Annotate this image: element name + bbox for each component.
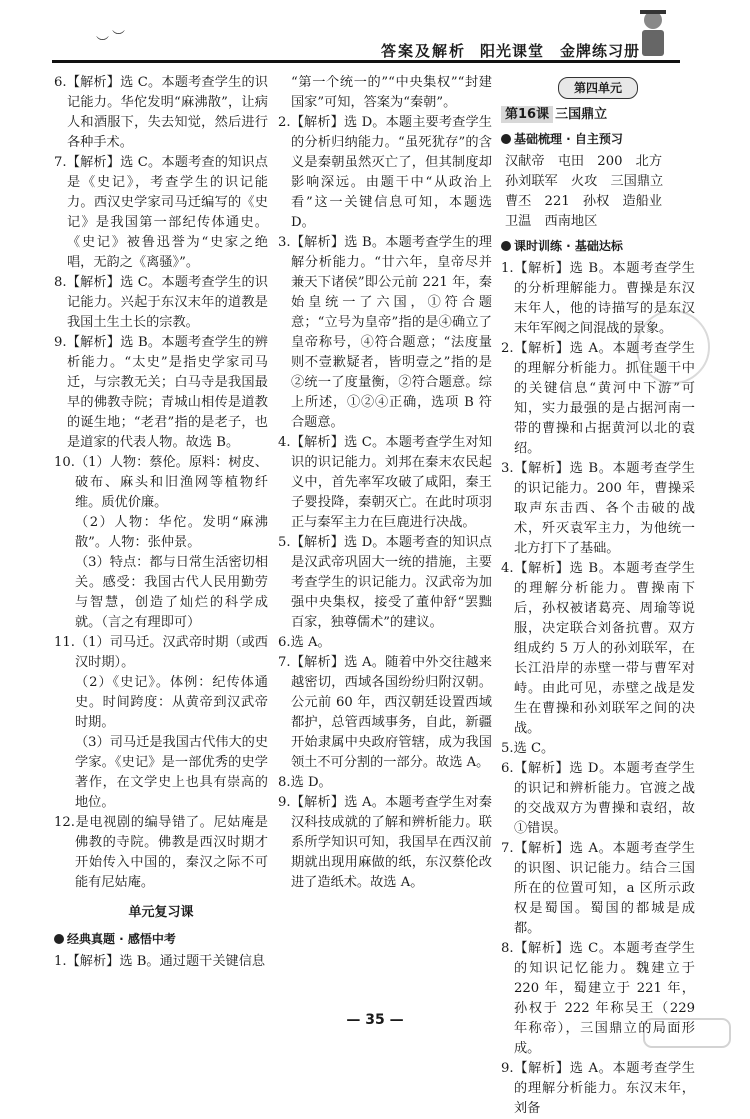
answer-item: 7.【解析】选 C。本题考查的知识点是《史记》，考查学生的识记能力。西汉史学家司马迁编写的《史记》是我国第一部纪传体通史。《史记》被鲁迅誉为“史家之绝唱，无韵之《离骚》”。	[54, 155, 268, 270]
bird-icon: ︶	[112, 30, 126, 45]
answer-item: 2.【解析】选 A。本题考查学生的理解分析能力。抓住题干中的关键信息“黄河中下游”可知，实力最强的是占据河南一带的曹操和占据黄河以北的袁绍。	[501, 341, 695, 456]
answer-item: 12.是电视剧的编导错了。尼姑庵是佛教的寺院。佛教是西汉时期才开始传入中国的，秦汉之际不可能有尼姑庵。	[54, 815, 268, 890]
fill-in-answers	[501, 152, 695, 232]
lesson-title: 三国鼎立	[555, 107, 608, 122]
column-2	[278, 73, 492, 893]
answer-continuation: “第一个统一的”“中央集权”“封建国家”可知，答案为“秦朝”。	[291, 75, 492, 110]
answer-item: 8.【解析】选 C。本题考查学生的知识记忆能力。魏建立于 220 年，蜀建立于 221 年，孙权于 222 年称吴王（229 年称帝），三国鼎立的局面形成。	[501, 941, 695, 1056]
bullet-icon	[54, 934, 64, 944]
answer-subitem: （3）司马迁是我国古代伟大的史学家。《史记》是一部优秀的史学著作，在文学史上也具有崇高的地位。	[75, 735, 269, 810]
lesson-heading	[501, 105, 695, 125]
answer-line: 曹丕 221 孙权 造船业	[505, 194, 663, 209]
page-number: — 35 —	[346, 1012, 404, 1028]
answer-item: 1.【解析】选 B。本题考查学生的分析理解能力。曹操是东汉末年人，他的诗描写的是东汉末年军阀之间混战的景象。	[501, 261, 695, 336]
answer-subitem: （3）特点：都与日常生活密切相关。感受：我国古代人民用勤劳与智慧，创造了灿烂的科学成就。（言之有理即可）	[75, 555, 269, 630]
answer-item: 6.【解析】选 C。本题考查学生的识记能力。华佗发明“麻沸散”，让病人和酒服下，失去知觉，然后进行各种手术。	[54, 75, 268, 150]
answer-line: 汉献帝 屯田 200 北方	[505, 154, 663, 169]
answer-item: 4.【解析】选 C。本题考查学生对知识的识记能力。刘邦在秦末农民起义中，首先率军攻破了咸阳，秦王子婴投降，秦朝灭亡。在此时项羽正与秦军主力在巨鹿进行决战。	[278, 435, 492, 530]
answer-item: 6.选 A。	[278, 635, 331, 650]
answer-item: 7.【解析】选 A。本题考查学生的识图、识记能力。结合三国所在的位置可知，a 区所示政权是蜀国。蜀国的都城是成都。	[501, 841, 695, 936]
answer-item: 2.【解析】选 D。本题主要考查学生的分析归纳能力。“虽死犹存”的含义是秦朝虽然灭亡了，但其制度却影响深远。由题干中“从政治上看”这一关键信息可知，本题选 D。	[278, 115, 492, 230]
answer-item: 9.【解析】选 A。本题考查学生对秦汉科技成就的了解和辨析能力。联系所学知识可知，我国早在西汉前期就出现用麻做的纸，东汉蔡伦改进了造纸术。故选 A。	[278, 795, 492, 890]
stamp-mark	[636, 310, 710, 384]
answer-item: 11.（1）司马迁。汉武帝时期（或西汉时期）。	[54, 635, 268, 670]
answer-item: 8.选 D。	[278, 775, 332, 790]
answer-item: 3.【解析】选 B。本题考查学生的识记能力。200 年，曹操采取声东击西、各个击破的战术，歼灭袁军主力，为他统一北方打下了基础。	[501, 461, 695, 556]
answer-item: 9.【解析】选 A。本题考查学生的理解分析能力。东汉末年，刘备	[501, 1061, 695, 1116]
answer-line: 孙刘联军 火攻 三国鼎立	[505, 174, 664, 189]
answer-item: 8.【解析】选 C。本题考查学生的识记能力。兴起于东汉末年的道教是我国土生土长的宗教。	[54, 275, 268, 330]
section-bar: 课时训练 · 基础达标	[501, 236, 695, 256]
review-section-title: 单元复习课	[128, 905, 194, 920]
bullet-icon	[501, 134, 511, 144]
answer-item: 6.【解析】选 D。本题考查学生的识记和辨析能力。官渡之战的交战双方为曹操和袁绍，故①错误。	[501, 761, 695, 836]
answer-item: 7.【解析】选 A。随着中外交往越来越密切，西域各国纷纷归附汉朝。公元前 60 年，西汉朝廷设置西域都护，总管西域事务，自此，新疆开始隶属中央政府管辖，成为我国领土不可分割的一部分。故选 A。	[278, 655, 492, 770]
unit-badge: 第四单元	[558, 77, 638, 99]
section-title: 答案及解析	[380, 42, 466, 60]
page-header	[0, 0, 750, 70]
header-title	[381, 40, 640, 61]
brand-name: 阳光课堂 金牌练习册	[479, 42, 640, 60]
answer-item: 9.【解析】选 B。本题考查学生的辨析能力。“太史”是指史学家司马迁，与宗教无关；白马寺是我国最早的佛教寺院；青城山相传是道教的诞生地；“老君”指的是老子，也是道家的代表人物。故选 B。	[54, 335, 268, 450]
bird-icon: ︶	[96, 36, 110, 51]
answer-item: 3.【解析】选 B。本题考查学生的理解分析能力。“廿六年，皇帝尽并兼天下诸侯”即公元前 221 年，秦始皇统一了六国，①符合题意；“立号为皇帝”指的是④确立了皇帝称号，④符合题意；“法度量则不壹歉疑者，皆明壹之”指的是②统一了度量衡，②符合题意。综上所述，①②④正确，选项 B 符合题意。	[278, 235, 492, 430]
lesson-tag: 第16课	[501, 106, 553, 123]
section-bar: 经典真题 · 感悟中考	[54, 929, 268, 949]
answer-item: 5.选 C。	[501, 741, 555, 756]
answer-line: 卫温 西南地区	[505, 214, 598, 229]
column-3	[501, 73, 695, 1119]
answer-item: 5.【解析】选 D。本题考查的知识点是汉武帝巩固大一统的措施，主要考查学生的识记能力。汉武帝为加强中央集权，接受了董仲舒“罢黜百家，独尊儒术”的建议。	[278, 535, 492, 630]
answer-item: 10.（1）人物：蔡伦。原料：树皮、破布、麻头和旧渔网等植物纤维。质优价廉。	[54, 455, 268, 510]
answer-subitem: （2）《史记》。体例：纪传体通史。时间跨度：从黄帝到汉武帝时期。	[75, 675, 268, 730]
bullet-icon	[501, 241, 511, 251]
section-bar: 基础梳理 · 自主预习	[501, 129, 695, 149]
answer-item: 4.【解析】选 B。本题考查学生的理解分析能力。曹操南下后，孙权被诸葛亮、周瑜等说服，决定联合刘备抗曹。双方组成约 5 万人的孙刘联军，在长江沿岸的赤壁一带与曹军对峙。由此可见，赤壁之战是发生在曹操和孙刘联军之间的决战。	[501, 561, 695, 736]
answer-subitem: （2）人物：华佗。发明“麻沸散”。人物：张仲景。	[75, 515, 268, 550]
column-1	[54, 73, 268, 972]
answer-item: 1.【解析】选 B。通过题干关键信息	[54, 954, 266, 969]
